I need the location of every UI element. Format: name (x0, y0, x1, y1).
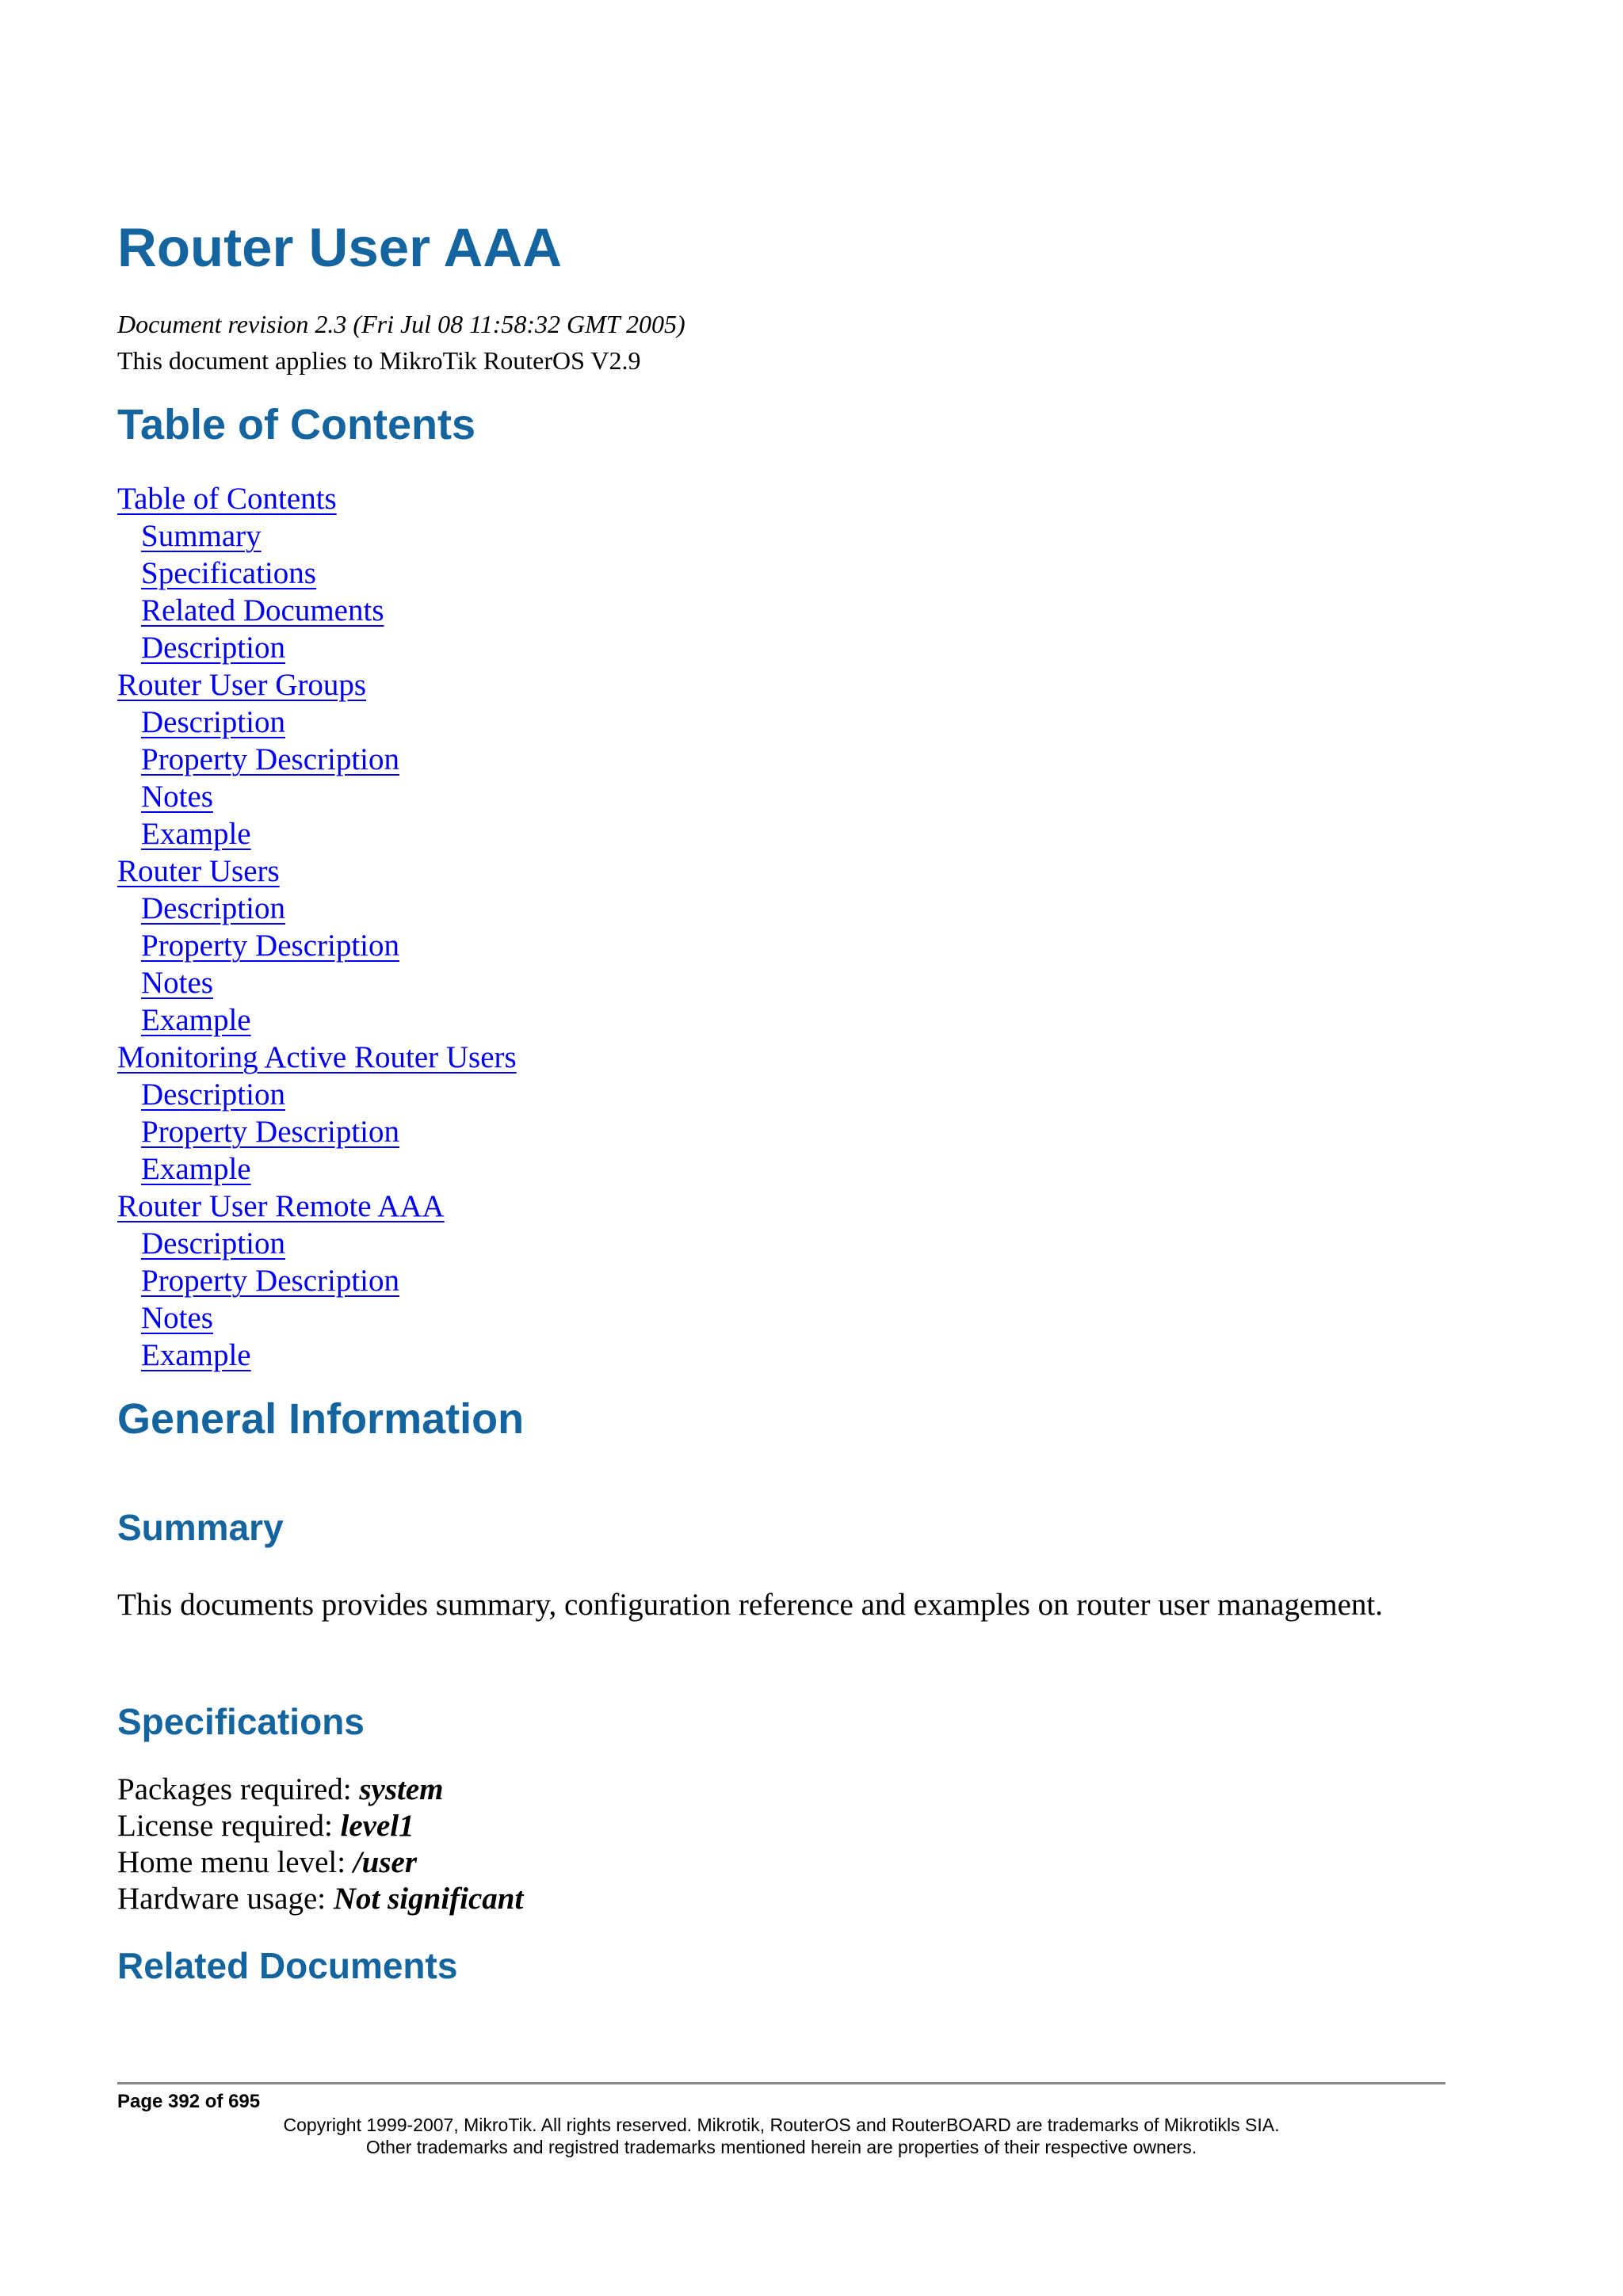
toc-entry (117, 964, 517, 1001)
toc-entry (117, 778, 517, 815)
toc-link[interactable]: Summary (141, 519, 262, 553)
footer-divider (117, 2082, 1445, 2084)
toc-link[interactable]: Notes (141, 1301, 213, 1335)
spec-home-menu (117, 1844, 523, 1881)
toc-link[interactable]: Table of Contents (117, 482, 337, 516)
toc-link[interactable]: Description (141, 631, 285, 665)
toc-link[interactable]: Router User Groups (117, 668, 367, 702)
toc-entry (117, 517, 517, 555)
spec-hardware (117, 1881, 523, 1917)
toc-entry (117, 1039, 517, 1076)
table-of-contents (117, 480, 517, 1374)
spec-packages (117, 1772, 523, 1808)
toc-entry (117, 1299, 517, 1337)
related-documents-heading: Related Documents (117, 1945, 458, 1986)
toc-entry (117, 1001, 517, 1039)
toc-entry (117, 1113, 517, 1150)
toc-link[interactable]: Property Description (141, 1115, 400, 1149)
toc-link[interactable]: Notes (141, 966, 213, 1000)
toc-link[interactable]: Description (141, 705, 285, 739)
toc-entry (117, 704, 517, 741)
toc-entry (117, 1150, 517, 1188)
spec-value: level1 (340, 1809, 414, 1843)
toc-link[interactable]: Specifications (141, 556, 316, 590)
document-page (117, 0, 1445, 2296)
spec-value: /user (353, 1845, 418, 1879)
toc-entry (117, 927, 517, 964)
summary-text: This documents provides summary, configuration reference and examples on router user management. (117, 1588, 1384, 1622)
toc-link[interactable]: Property Description (141, 1264, 400, 1298)
toc-link[interactable]: Example (141, 1338, 251, 1372)
document-revision: Document revision 2.3 (Fri Jul 08 11:58:32 GMT 2005) (117, 310, 685, 338)
toc-link[interactable]: Example (141, 817, 251, 851)
toc-entry (117, 852, 517, 890)
spec-label: Home menu level: (117, 1845, 353, 1879)
spec-value: system (359, 1772, 444, 1806)
general-information-heading: General Information (117, 1395, 525, 1443)
toc-entry (117, 592, 517, 629)
toc-link[interactable]: Example (141, 1003, 251, 1037)
toc-link[interactable]: Monitoring Active Router Users (117, 1040, 517, 1074)
toc-heading: Table of Contents (117, 401, 475, 448)
toc-link[interactable]: Property Description (141, 742, 400, 776)
spec-label: Hardware usage: (117, 1882, 334, 1916)
toc-entry (117, 1262, 517, 1299)
copyright-line-1: Copyright 1999-2007, MikroTik. All rights reserved. Mikrotik, RouterOS and RouterBOARD are trademarks of Mikrotikls SIA. (283, 2115, 1280, 2135)
toc-entry (117, 480, 517, 517)
copyright-notice (117, 2114, 1445, 2158)
toc-link[interactable]: Router User Remote AAA (117, 1189, 445, 1223)
toc-entry (117, 666, 517, 704)
toc-link[interactable]: Description (141, 1077, 285, 1112)
toc-entry (117, 1225, 517, 1262)
spec-value: Not significant (333, 1882, 524, 1916)
specifications-heading: Specifications (117, 1701, 365, 1742)
toc-link[interactable]: Description (141, 891, 285, 925)
toc-entry (117, 555, 517, 592)
toc-entry (117, 815, 517, 852)
specifications-list (117, 1772, 523, 1917)
toc-link[interactable]: Property Description (141, 929, 400, 963)
toc-entry (117, 890, 517, 927)
toc-entry (117, 1188, 517, 1225)
toc-link[interactable]: Example (141, 1152, 251, 1186)
toc-link[interactable]: Description (141, 1226, 285, 1261)
copyright-line-2: Other trademarks and registred trademarks mentioned herein are properties of their respective owners. (365, 2137, 1197, 2157)
spec-label: Packages required: (117, 1772, 360, 1806)
toc-entry (117, 1076, 517, 1113)
spec-license (117, 1808, 523, 1844)
toc-link[interactable]: Related Documents (141, 593, 384, 627)
toc-entry (117, 741, 517, 778)
page-title: Router User AAA (117, 217, 563, 278)
toc-link[interactable]: Notes (141, 780, 213, 814)
summary-heading: Summary (117, 1507, 284, 1548)
toc-entry (117, 629, 517, 666)
page-number: Page 392 of 695 (117, 2091, 261, 2112)
toc-entry (117, 1337, 517, 1374)
applies-to: This document applies to MikroTik RouterOS V2.9 (117, 346, 641, 375)
spec-label: License required: (117, 1809, 341, 1843)
toc-link[interactable]: Router Users (117, 854, 280, 888)
